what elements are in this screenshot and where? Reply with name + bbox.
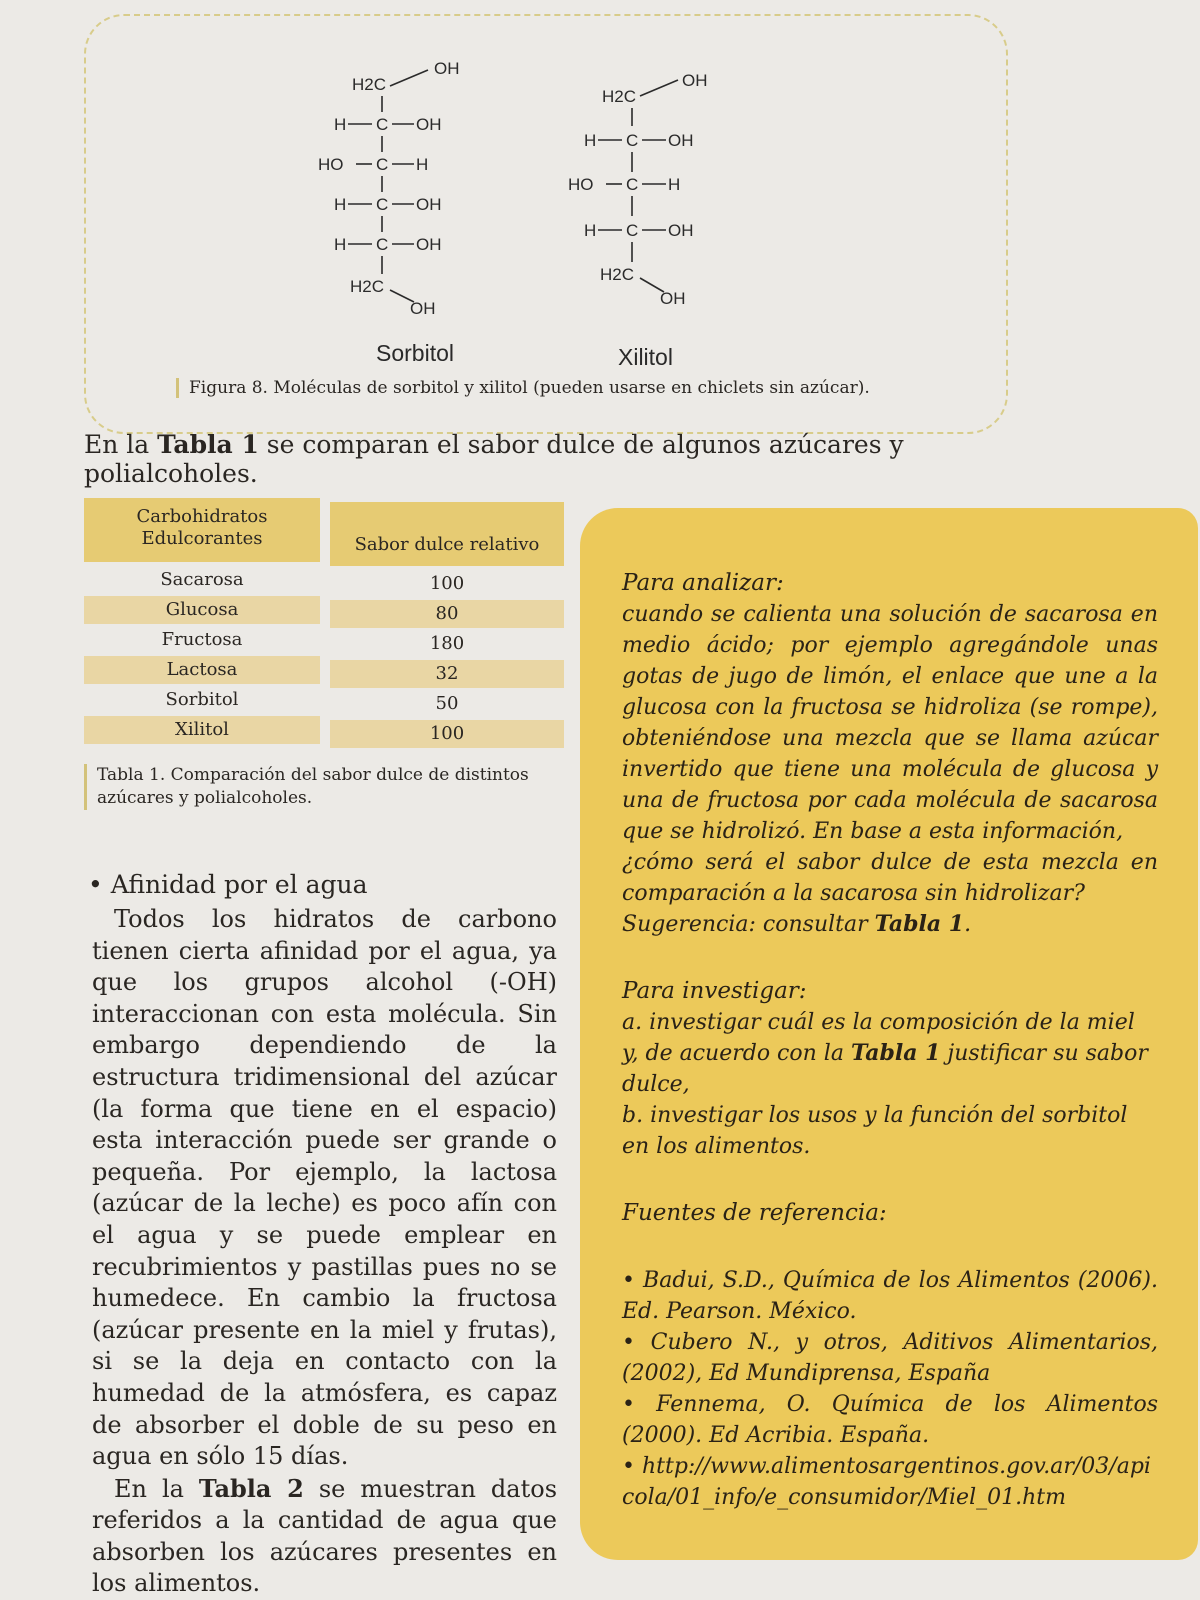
- references-title: Fuentes de referencia:: [622, 1200, 887, 1226]
- sorbitol-label: Sorbitol: [376, 340, 454, 366]
- reference-item: • Cubero N., y otros, Aditivos Alimentarios, (2002), Ed Mundiprensa, España: [622, 1330, 1158, 1386]
- xilitol-oh: OH: [668, 221, 694, 240]
- para2-table-ref: Tabla 2: [198, 1473, 304, 1503]
- lead-text: se comparan el sabor dulce de algunos azúcares y polialcoholes.: [84, 430, 904, 488]
- suggestion: [622, 909, 1158, 940]
- row-value: 100: [429, 573, 465, 594]
- figure-frame: [84, 14, 1008, 434]
- reference-item: • Badui, S.D., Química de los Alimentos (2006). Ed. Pearson. México.: [622, 1268, 1158, 1324]
- sorbitol-h: H: [334, 195, 347, 214]
- table-row: [84, 596, 574, 624]
- references-list: [622, 1265, 1158, 1513]
- xilitol-oh-top: OH: [682, 71, 708, 90]
- sorbitol-oh-bottom: OH: [410, 299, 436, 318]
- xilitol-c: C: [626, 131, 639, 150]
- header-col1-line2: Edulcorantes: [141, 528, 263, 549]
- sorbitol-c: C: [376, 195, 389, 214]
- sorbitol-h: H: [416, 155, 429, 174]
- row-value: 100: [330, 720, 564, 748]
- row-value: 50: [435, 693, 459, 714]
- sorbitol-oh-top: OH: [434, 59, 460, 78]
- table-header-col2: [330, 502, 564, 566]
- row-name: Lactosa: [84, 656, 320, 684]
- row-name: Sorbitol: [165, 689, 239, 710]
- sorbitol-oh: OH: [416, 195, 442, 214]
- lead-text: En la: [84, 430, 158, 459]
- investigate-item-b: b. investigar los usos y la función del sorbitol en los alimentos.: [622, 1103, 1128, 1159]
- table-row: [84, 626, 574, 654]
- xilitol-h2c-top: H2C: [602, 87, 637, 106]
- xilitol-h: H: [668, 175, 681, 194]
- row-name: Fructosa: [161, 629, 243, 650]
- xilitol-h: H: [584, 221, 597, 240]
- table-header-col1: [84, 498, 320, 562]
- xilitol-label: Xilitol: [618, 344, 673, 370]
- bullet: •: [88, 870, 103, 899]
- activity-sidebar: [580, 508, 1198, 1560]
- header-col1-line1: Carbohidratos: [136, 506, 268, 527]
- sorbitol-structure: [310, 52, 510, 327]
- xilitol-oh-bottom: OH: [660, 289, 686, 308]
- xilitol-ho: HO: [568, 175, 594, 194]
- investigate-item-a: [622, 1007, 1158, 1100]
- reference-item: • Fennema, O. Química de los Alimentos (2000). Ed Acribia. España.: [622, 1392, 1158, 1448]
- analyze-question: ¿cómo será el sabor dulce de esta mezcla en comparación a la sacarosa sin hidrolizar?: [622, 850, 1158, 906]
- table-row: [84, 566, 574, 594]
- paragraph-table2: [92, 1473, 557, 1600]
- suggestion-table-ref: Tabla 1: [874, 911, 965, 937]
- sorbitol-oh: OH: [416, 115, 442, 134]
- row-value: 180: [429, 633, 465, 654]
- investigate-title: Para investigar:: [622, 978, 807, 1004]
- table-row: [84, 686, 574, 714]
- header-col2: Sabor dulce relativo: [354, 534, 540, 555]
- row-name: Sacarosa: [160, 569, 244, 590]
- xilitol-c: C: [626, 221, 639, 240]
- xilitol-oh: OH: [668, 131, 694, 150]
- section-title-text: Afinidad por el agua: [110, 870, 368, 899]
- sorbitol-c: C: [376, 115, 389, 134]
- table-caption: Tabla 1. Comparación del sabor dulce de distintos azúcares y polialcoholes.: [84, 764, 567, 810]
- row-name: Glucosa: [84, 596, 320, 624]
- row-name: Xilitol: [84, 716, 320, 744]
- table-row: [84, 656, 574, 684]
- sorbitol-h2c-bottom: H2C: [350, 277, 385, 296]
- item-a-table-ref: Tabla 1: [850, 1040, 941, 1066]
- item-a-text: a. investigar cuál es la composición de la miel y, de acuerdo con la: [622, 1010, 1135, 1066]
- suggestion-text: Sugerencia: consultar: [622, 912, 875, 937]
- paragraph-affinity: Todos los hidratos de carbono tienen cierta afinidad por el agua, ya que los grupos alcohol (-OH) interaccionan con esta molécula. Sin embargo dependiendo de la estructura tridimensional del azúcar (la forma que tiene en el espacio) esta interacción puede ser grande o pequeña. Por ejemplo, la lactosa (azúcar de la leche) es poco afín con el agua y se puede emplear en recubrimientos y pastillas pues no se humedece. En cambio la fructosa (azúcar presente en la miel y frutas), si se la deja en contacto con la humedad de la atmósfera, es capaz de absorber el doble de su peso en agua en sólo 15 días.: [92, 905, 557, 1471]
- sorbitol-h: H: [334, 115, 347, 134]
- row-value: 80: [330, 600, 564, 628]
- section-title: [88, 870, 368, 899]
- item-a-text: justificar su sabor dulce,: [622, 1041, 1148, 1097]
- sorbitol-oh: OH: [416, 235, 442, 254]
- para2-text: se muestran datos referidos a la cantidad de agua que absorben los azúcares presentes en los alimentos.: [92, 1474, 558, 1598]
- analyze-title: Para analizar:: [622, 570, 784, 596]
- xilitol-h: H: [584, 131, 597, 150]
- lead-table-ref: Tabla 1: [157, 430, 259, 459]
- analyze-text: cuando se calienta una solución de sacarosa en medio ácido; por ejemplo agregándole unas gotas de jugo de limón, el enlace que une a la glucosa con la fructosa se hidroliza (se rompe), obteniéndose una mezcla que se llama azúcar invertido que tiene una molécula de glucosa y una de fructosa por cada molécula de sacarosa que se hidrolizó. En base a esta información,: [622, 602, 1158, 844]
- reference-link[interactable]: • http://www.alimentosargentinos.gov.ar/03/apicola/01_info/e_consumidor/Miel_01.htm: [622, 1454, 1151, 1510]
- sorbitol-h: H: [334, 235, 347, 254]
- para2-text: En la: [114, 1474, 199, 1503]
- sorbitol-ho: HO: [318, 155, 344, 174]
- table-intro: [84, 430, 1084, 488]
- row-value: 32: [330, 660, 564, 688]
- xilitol-c: C: [626, 175, 639, 194]
- body-text: [92, 904, 557, 1600]
- sorbitol-c: C: [376, 155, 389, 174]
- table-row: [84, 716, 574, 744]
- sorbitol-c: C: [376, 235, 389, 254]
- figure-caption: Figura 8. Moléculas de sorbitol y xilitol (pueden usarse en chiclets sin azúcar).: [176, 378, 870, 398]
- xilitol-h2c-bottom: H2C: [600, 265, 635, 284]
- sorbitol-h2c-top: H2C: [352, 75, 387, 94]
- xilitol-structure: [560, 62, 760, 327]
- suggestion-text: .: [964, 912, 972, 937]
